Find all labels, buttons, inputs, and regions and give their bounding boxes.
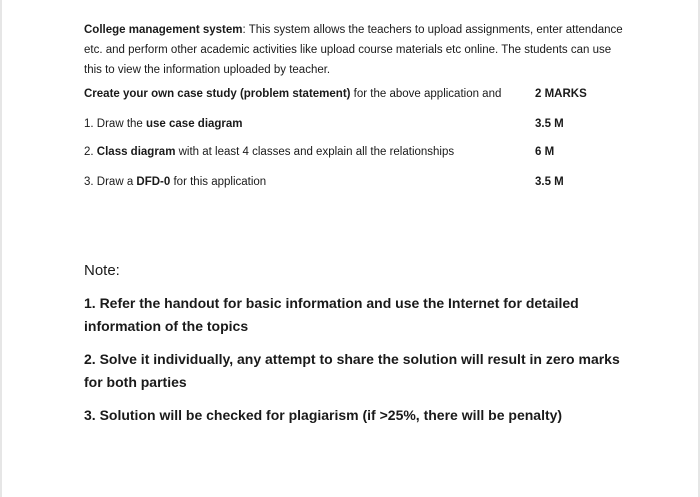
page-left-edge <box>0 0 2 497</box>
note-point-3: 3. Solution will be checked for plagiarism (if >25%, there will be penalty) <box>84 407 563 423</box>
item-1-pre: 1. Draw the <box>84 118 146 130</box>
item-1 <box>84 116 243 132</box>
item-2 <box>84 144 454 160</box>
note-point-1: 1. Refer the handout for basic information and use the Internet for detailed information of the topics <box>84 295 579 334</box>
task-marks: 2 MARKS <box>535 88 587 100</box>
item-3-marks: 3.5 M <box>535 176 564 188</box>
item-3-pre: 3. Draw a <box>84 176 137 188</box>
intro-paragraph <box>84 20 624 80</box>
item-3-bold: DFD-0 <box>136 176 171 188</box>
intro-title: College management system <box>84 24 243 36</box>
item-2-post: with at least 4 classes and explain all the relationships <box>175 146 455 158</box>
item-3 <box>84 174 266 190</box>
item-1-bold: use case diagram <box>146 118 243 130</box>
task-suffix: for the above application and <box>350 88 502 100</box>
task-prefix: Create your own case study (problem statement) <box>84 88 351 100</box>
item-3-post: for this application <box>170 176 267 188</box>
item-2-bold: Class diagram <box>96 146 176 158</box>
note-point-2: 2. Solve it individually, any attempt to share the solution will result in zero marks for both parties <box>84 351 620 390</box>
intro-text: This system allows the teachers to upload assignments, enter attendance etc. and perform other academic activities like upload course materials etc online. The students can use this to view the information uploaded by teacher. <box>84 24 623 76</box>
note-title: Note: <box>84 262 120 279</box>
item-2-pre: 2. <box>84 146 97 158</box>
item-2-marks: 6 M <box>535 146 555 158</box>
item-1-marks: 3.5 M <box>535 118 564 130</box>
task-line <box>84 86 501 102</box>
intro-sep: : <box>242 24 246 36</box>
